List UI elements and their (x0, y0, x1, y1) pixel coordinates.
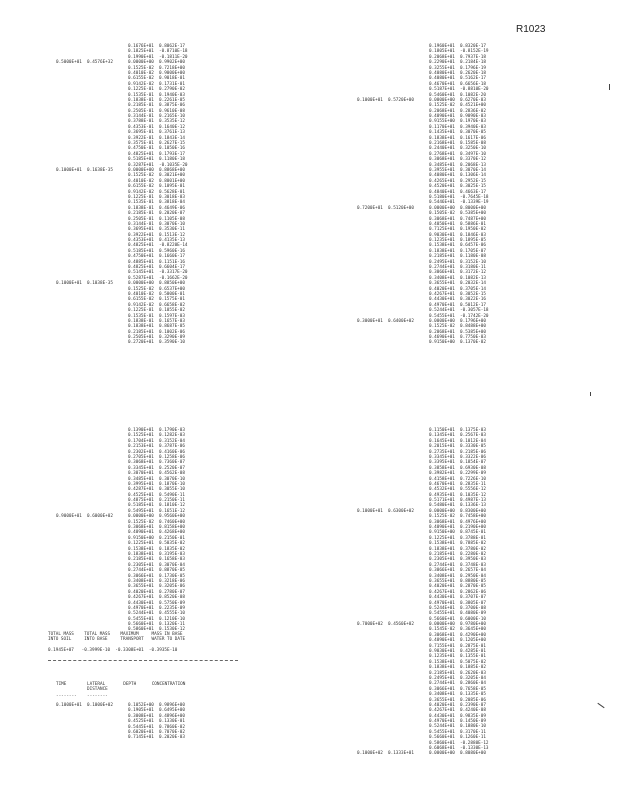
upper-right-value: 0.3066E+01 0.3172E-12 (429, 270, 486, 276)
lower-right-value: 0.1150E+01 0.1375E-03 (429, 428, 486, 433)
upper-left-value: 0.5287E+01 -0.1662E-20 (128, 275, 188, 281)
lower-left-value: 0.3066E+01 0.1730E-05 (128, 573, 185, 579)
upper-right-value: 0.3068E+01 0.7487E+00 (429, 216, 486, 222)
lower-right-value: 0.3068E+01 0.4976E+00 (429, 519, 486, 525)
upper-left-value: 0.4825E+01 0.1793E-17 (128, 151, 185, 157)
upper-left-value: 0.1535E-01 0.1940E-03 (128, 92, 185, 98)
upper-left-key: 0.5000E+01 0.4576E+32 (56, 60, 113, 66)
lower-left-value: 0.1525E+01 0.1282E-03 (128, 433, 185, 439)
upper-right-value: 0.9030E+01 0.1846E-03 (429, 232, 486, 238)
upper-left-value: 0.4750E-01 0.1050E-16 (128, 146, 185, 152)
lower-right-value: 0.2305E+01 0.3950E-03 (429, 557, 486, 563)
lower-right-value: 0.3982E+01 0.2299E-09 (429, 471, 486, 477)
upper-left-value: 0.0000E+00 0.9902E+00 (128, 60, 185, 66)
lower-right-value: 0.4020E+01 0.2390E-07 (429, 702, 486, 708)
lower-right-value: 0.7155E+01 0.2875E-01 (429, 643, 486, 649)
upper-left-value: 0.3695E-01 0.3761E-13 (128, 130, 185, 136)
lower-right-value: 0.0000E+00 0.8300E+00 (429, 508, 486, 514)
lower-right-value: 0.4935E+01 0.1035E-12 (429, 492, 486, 498)
lower-left-value: 0.1390E+01 0.1790E-03 (128, 428, 185, 433)
lower-left-value: 0.4287E+01 0.3055E-10 (128, 487, 185, 493)
lower-left-value: 0.4267E+01 0.8520E-08 (128, 595, 185, 601)
upper-left-value: 0.2185E-01 0.2020E-07 (128, 211, 185, 217)
upper-right-value: 0.4050E+01 0.5886E-01 (429, 221, 486, 227)
lower-left-value: 0.0000E+00 0.9560E+00 (128, 514, 185, 520)
upper-right-value: 0.0000E+00 0.6270E-03 (429, 97, 486, 103)
lower-right-value: 0.1538E+01 0.7885E-02 (429, 541, 486, 547)
lower-left-value: 0.4020E+01 0.2780E-07 (128, 589, 185, 595)
scan-mark (609, 84, 610, 90)
lower-right-value: 0.4158E+01 0.7226E-10 (429, 476, 486, 482)
lower-right-value: 0.3655E+01 0.8880E-05 (429, 578, 486, 584)
lower-right-value: 0.0000E+00 0.8080E+00 (429, 751, 486, 757)
upper-right-key: 0.7200E+01 0.5120E+00 (357, 205, 414, 211)
upper-right-key: 0.1000E+01 0.5720E+00 (357, 97, 414, 103)
upper-left-value: 0.0000E+00 0.8868E+00 (128, 167, 185, 173)
upper-right-value: 0.2068E+01 0.5385E+00 (429, 329, 486, 335)
lower-right-value: 0.4430E+01 0.3707E-07 (429, 595, 486, 601)
lower-right-key: 0.7000E+02 0.4560E+02 (357, 622, 414, 628)
lower-left-value: 0.3408E+01 0.3218E-06 (128, 578, 185, 584)
upper-right-value: 0.7125E+01 0.1950E-02 (429, 227, 486, 233)
upper-right-value: 0.3485E+01 0.2068E-13 (429, 162, 486, 168)
upper-left-value: 0.3144E-01 0.2165E-10 (128, 114, 185, 120)
upper-left-value: 0.4010E-02 0.8001E+00 (128, 178, 185, 184)
upper-right-value: 0.4430E+01 0.3022E-16 (429, 297, 486, 303)
lower-right-value: 0.4670E+01 0.2835E-11 (429, 481, 486, 487)
lower-left-value: 0.2153E+01 0.3787E-06 (128, 444, 185, 450)
table-row (56, 735, 185, 740)
lower-right-value: 0.0000E+00 0.9780E+00 (429, 622, 486, 628)
lower-right-value: 0.5244E+01 0.3700E-08 (429, 605, 486, 611)
upper-left-value: 0.1225E-01 0.1055E-02 (128, 308, 185, 314)
concentration-key: 0.1000E+01 0.1000E+02 (56, 703, 113, 708)
upper-right-value: 0.5187E+01 -0.8810E-20 (429, 87, 489, 93)
lower-right-value: 0.4090E+01 0.2190E+00 (429, 525, 486, 531)
upper-right-value: 0.5446E+01 -0.1339E-19 (429, 200, 489, 206)
lower-left-value: 0.3068E+01 0.8158E+00 (128, 525, 185, 531)
lower-right-value: 0.4970E+01 0.3805E-07 (429, 600, 486, 606)
lower-right-value: 0.5660E+01 0.6000E-10 (429, 616, 486, 622)
lower-right-value: 0.4532E+01 0.5556E-12 (429, 487, 486, 493)
lower-left-value: 0.2705E+01 0.1258E-06 (128, 454, 185, 460)
lower-right-value: 0.5480E+01 0.1336E-13 (429, 503, 486, 509)
concentration-value: 0.5445E+01 0.7860E-02 (128, 724, 185, 730)
lower-left-value: 0.3995E+01 0.1870E-10 (128, 481, 185, 487)
lower-left-value: 0.9150E+00 0.2150E-01 (128, 535, 185, 541)
upper-right-value: 0.1435E+01 0.3070E-05 (429, 130, 486, 136)
lower-right-value: 0.2185E+01 0.2280E-02 (429, 551, 486, 557)
lower-right-value: 0.4970E+01 0.1450E-09 (429, 719, 486, 725)
concentration-value: 0.4525E+01 0.1330E-01 (128, 719, 185, 725)
lower-left-value: 0.1525E-02 0.7460E+00 (128, 519, 185, 525)
upper-right-value: 0.2495E+01 0.3152E-10 (429, 259, 486, 265)
upper-right-value: 0.1805E+01 -0.8152E-19 (429, 49, 489, 55)
lower-right-value: 0.1838E+01 0.3780E-02 (429, 546, 486, 552)
upper-left-value: 0.1825E+01 -0.8710E-18 (128, 49, 188, 55)
upper-right-value: 0.2768E+01 0.3497E-10 (429, 151, 486, 157)
table-row (56, 340, 188, 345)
upper-right-value: 0.1960E+01 0.8320E-17 (429, 44, 486, 49)
lower-left-value: 0.4430E+01 0.5750E-09 (128, 600, 185, 606)
summary-header-1: TOTAL MASS TOTAL MASS MAXIMUM MASS IN BASE (48, 632, 183, 637)
upper-left-value: 0.2720E+01 0.3590E-10 (128, 340, 185, 346)
upper-left-value: 0.3788E-01 0.3535E-12 (128, 119, 185, 125)
upper-right-value: 0.2290E+01 0.2184E-18 (429, 60, 486, 66)
upper-left-value: 0.3922E-01 0.1843E-14 (128, 135, 185, 141)
upper-right-value: 0.3408E+01 0.1082E-13 (429, 275, 486, 281)
concentration-value: 0.6020E+01 0.7070E-02 (128, 729, 185, 735)
lower-right-value: 0.5455E+01 0.4080E-09 (429, 611, 486, 617)
lower-left-value: 0.5185E+01 0.1810E-12 (128, 503, 185, 509)
lower-right-value: 0.6068E+01 -0.1330E-13 (429, 746, 489, 752)
upper-right-value: 0.1235E+01 0.1895E-05 (429, 238, 486, 244)
upper-left-value: 0.1838E-01 0.1657E-03 (128, 318, 185, 324)
upper-right-value: 0.4090E+01 0.9090E-03 (429, 114, 486, 120)
upper-left-value: 0.4825E+01 0.6604E-17 (128, 265, 185, 271)
lower-right-value: 0.2735E+01 0.2185E-06 (429, 449, 486, 455)
upper-right-value: 0.1505E-02 0.5385E+00 (429, 211, 486, 217)
lower-right-value: 0.3408E+01 0.2950E-04 (429, 573, 486, 579)
upper-right-value: 0.1838E+01 0.1705E-07 (429, 248, 486, 254)
concentration-value: 0.1905E+01 0.6495E+00 (128, 708, 185, 714)
lower-right-key: 0.1000E+01 0.6300E+02 (357, 508, 414, 514)
upper-left-value: 0.5185E+01 0.1180E-18 (128, 157, 185, 163)
upper-right-value: 0.2744E+01 0.3180E-11 (429, 265, 486, 271)
lower-right-value: 0.2015E+01 0.3330E-05 (429, 444, 486, 450)
upper-left-value: 0.4825E+01 -0.8220E-14 (128, 243, 188, 249)
upper-left-key: 0.1000E+01 0.1038E-35 (56, 281, 113, 287)
lower-left-value: 0.5660E+01 0.1320E-11 (128, 622, 185, 628)
lower-right-value: 0.5171E+01 0.4987E-13 (429, 498, 486, 504)
lower-left-value: 0.2185E+01 0.1658E-03 (128, 557, 185, 563)
upper-right-value: 0.2185E+01 0.1180E-08 (429, 254, 486, 260)
lower-right-key: 0.1000E+02 0.1333E+01 (357, 751, 414, 757)
concentration-table (56, 703, 185, 741)
concentration-value: 0.7145E+01 0.2020E-03 (128, 735, 185, 741)
upper-right-value: 0.9150E+00 0.1370E-02 (429, 340, 486, 346)
lower-right-value: 0.3858E+01 0.6930E-08 (429, 465, 486, 471)
lower-right-value: 0.3395E+01 0.1854E-07 (429, 460, 486, 466)
lower-right-value: 0.3066E+01 0.7658E-05 (429, 686, 486, 692)
upper-right-value: 0.4690E+01 0.7750E-03 (429, 335, 486, 341)
upper-right-value: 0.3955E+01 0.3070E-14 (429, 167, 486, 173)
upper-right-value: 0.2068E+01 0.7937E-18 (429, 54, 486, 60)
upper-right-value: 0.4670E+01 0.6656E-18 (429, 81, 486, 87)
upper-left-value: 0.1535E-01 0.1597E-03 (128, 313, 185, 319)
lower-right-value: 0.3655E+01 0.2085E-06 (429, 697, 486, 703)
lower-right-value: 0.5660E+01 0.1260E-11 (429, 735, 486, 741)
upper-left-value: 0.6155E-02 0.1095E-01 (128, 184, 185, 190)
upper-right-value: 0.2068E+01 0.2836E-02 (429, 108, 486, 114)
lower-right-value: 0.1525E-02 0.7458E+00 (429, 514, 486, 520)
lower-right-value: 0.5860E+01 -0.2880E-12 (429, 740, 489, 746)
lower-right-value: 0.1225E+01 0.3788E-01 (429, 535, 486, 541)
concentration-value: 0.1052E+00 0.9896E+00 (128, 703, 185, 708)
upper-left-value: 0.4353E-01 0.1640E-12 (128, 124, 185, 130)
upper-left-value: 0.1525E-02 0.6537E+00 (128, 286, 185, 292)
upper-left-value: 0.1838E-01 0.2261E-05 (128, 97, 185, 103)
lower-right-value: 0.4020E+01 0.2870E-05 (429, 584, 486, 590)
page-id-label: R1023 (516, 24, 546, 35)
lower-right-value: 0.2744E+01 0.2860E-04 (429, 681, 486, 687)
lower-left-value: 0.4875E+01 0.2150E-11 (128, 498, 185, 504)
concentration-value: 0.3008E+01 0.4896E+00 (128, 713, 185, 719)
upper-right-value: 0.4840E+01 0.4663E-17 (429, 189, 486, 195)
upper-left-value: 0.6155E-02 0.9018E-01 (128, 76, 185, 82)
upper-right-value: 0.1525E-02 0.8488E+00 (429, 324, 486, 330)
lower-left-value: 0.5495E+01 0.1651E-12 (128, 508, 185, 514)
lower-right-value: 0.9150E+00 0.8745E-01 (429, 530, 486, 536)
lower-left-value: 0.5860E+01 0.1530E-12 (128, 627, 185, 633)
upper-left-value: 0.3695E+01 0.3530E-11 (128, 227, 185, 233)
lower-left-value: 0.4970E+01 0.2235E-09 (128, 605, 185, 611)
upper-right-value: 0.4080E+01 0.5162E-17 (429, 76, 486, 82)
upper-right-value: 0.2168E+01 0.1585E-08 (429, 141, 486, 147)
upper-left-value: 0.1838E+01 0.8687E-05 (128, 324, 185, 330)
lower-left-value: 0.1225E+01 0.5035E-02 (128, 541, 185, 547)
upper-left-value: 0.1535E-01 0.3818E-04 (128, 200, 185, 206)
upper-left-value: 0.4750E+01 0.1660E-17 (128, 254, 185, 260)
upper-left-table (56, 44, 188, 346)
lower-right-value: 0.3408E+01 0.1335E-05 (429, 692, 486, 698)
lower-right-value: 0.2495E+01 0.3205E-04 (429, 675, 486, 681)
lower-right-value: 0.2185E+01 0.2620E-03 (429, 670, 486, 676)
lower-left-table (56, 428, 185, 633)
lower-left-value: 0.2744E+01 0.8870E-05 (128, 568, 185, 574)
upper-left-value: 0.2505E+01 0.3290E-09 (128, 335, 185, 341)
lower-left-value: 0.1704E+01 0.3152E-04 (128, 438, 185, 444)
upper-left-value: 0.0000E+00 0.8850E+00 (128, 281, 185, 287)
upper-left-value: 0.9142E-02 0.6658E-02 (128, 302, 185, 308)
upper-left-value: 0.3922E+01 0.1513E-12 (128, 232, 185, 238)
lower-right-value: 0.3345E+01 0.3322E-06 (429, 454, 486, 460)
upper-left-value: 0.3287E+01 -0.1035E-20 (128, 162, 188, 168)
upper-left-value: 0.1525E-02 0.3021E+00 (128, 173, 185, 179)
upper-left-value: 0.4885E+01 0.1151E-16 (128, 259, 185, 265)
upper-left-value: 0.4010E-02 0.5000E-01 (128, 291, 185, 297)
upper-left-value: 0.1225E-01 0.2790E-02 (128, 87, 185, 93)
lower-right-value: 0.4430E+01 0.9835E-09 (429, 713, 486, 719)
summary-values: 0.1945E+07 -0.3999E-10 -0.3308E+01 -0.3935E-10 (48, 648, 178, 653)
upper-left-value: 0.3144E-01 0.3070E-10 (128, 221, 185, 227)
upper-right-value: 0.4265E+01 0.2952E-15 (429, 178, 486, 184)
upper-right-value: 0.0000E+00 0.1796E+00 (429, 318, 486, 324)
upper-left-value: 0.2505E-01 0.9610E-08 (128, 108, 185, 114)
upper-left-value: 0.4010E-02 0.9000E+00 (128, 70, 185, 76)
upper-left-key: 0.1000E+01 0.1638E-35 (56, 167, 113, 173)
upper-right-value: 0.4020E+01 0.3705E-14 (429, 286, 486, 292)
upper-left-value: 0.1525E-02 0.7218E+00 (128, 65, 185, 71)
upper-left-value: 0.2185E+01 0.1002E-06 (128, 329, 185, 335)
upper-right-value: 0.2440E+01 0.3250E-10 (429, 146, 486, 152)
lower-right-value: 0.4090E+01 0.1205E+00 (429, 638, 486, 644)
upper-left-value: 0.3575E-01 0.2627E-15 (128, 141, 185, 147)
upper-right-value: 0.5244E+01 -0.3057E-18 (429, 308, 489, 314)
upper-right-value: 0.5455E+01 -0.1742E-20 (429, 313, 489, 319)
lower-right-value: 0.3068E+01 0.4290E+00 (429, 632, 486, 638)
upper-right-value: 0.1838E+01 0.1617E-06 (429, 135, 486, 141)
lower-right-value: 0.1645E+01 0.1012E-04 (429, 438, 486, 444)
scan-mark (590, 392, 591, 396)
upper-right-value: 0.4080E+01 0.1306E-14 (429, 173, 486, 179)
summary-header-2: INTO SOIL INTO BASE TRANSPORT WATER TO DATE (48, 637, 186, 642)
lower-right-value: 0.2744E+01 0.3748E-03 (429, 562, 486, 568)
lower-left-value: 0.1838E+01 0.3195E-03 (128, 551, 185, 557)
lower-right-table (357, 428, 489, 757)
conc-header-1: TIME LATERAL DEPTH CONCENTRATION (56, 682, 186, 687)
upper-left-value: 0.5145E+01 -0.3317E-20 (128, 270, 188, 276)
upper-left-value: 0.1990E+01 -0.1811E-20 (128, 54, 188, 60)
lower-left-value: 0.1538E+01 0.1835E-02 (128, 546, 185, 552)
lower-right-value: 0.1545E-02 0.3645E+00 (429, 627, 486, 633)
upper-left-value: 0.6155E-02 0.1575E-01 (128, 297, 185, 303)
lower-right-value: 0.3066E+01 0.2657E-04 (429, 568, 486, 574)
conc-header-2: DISTANCE (56, 687, 108, 692)
lower-right-value: 0.4267E+01 0.2862E-06 (429, 589, 486, 595)
upper-left-value: 0.1225E-01 0.3018E-03 (128, 194, 185, 200)
lower-left-value: 0.3345E+01 0.2520E-07 (128, 465, 185, 471)
scan-mark (597, 703, 604, 708)
upper-left-value: 0.1676E+01 0.8062E-17 (128, 44, 185, 49)
upper-left-value: 0.9142E-02 0.5628E-01 (128, 189, 185, 195)
upper-left-value: 0.2505E-01 0.1105E-08 (128, 216, 185, 222)
lower-right-value: 0.5244E+01 0.1880E-10 (429, 724, 486, 730)
table-row (357, 340, 489, 345)
upper-right-value: 0.5460E+01 0.1082E-20 (429, 92, 486, 98)
upper-right-value: 0.3655E+01 0.2032E-14 (429, 281, 486, 287)
lower-left-value: 0.5244E+01 0.4555E-10 (128, 611, 185, 617)
lower-right-value: 0.5455E+01 0.3170E-11 (429, 729, 486, 735)
upper-right-value: 0.1538E+01 0.6457E-06 (429, 243, 486, 249)
upper-left-value: 0.1838E-01 0.4649E-06 (128, 205, 185, 211)
lower-left-value: 0.3655E+01 0.3205E-06 (128, 584, 185, 590)
lower-right-value: 0.1345E+01 0.2567E-03 (429, 433, 486, 439)
upper-right-value: 0.4520E+01 0.3025E-15 (429, 184, 486, 190)
conc-underline: -------- -------- (56, 694, 108, 699)
lower-left-value: 0.3070E+01 0.4562E-08 (128, 471, 185, 477)
lower-left-value: 0.3068E+01 0.7360E-07 (128, 460, 185, 466)
upper-right-value: 0.4970E+01 0.5012E-17 (429, 302, 486, 308)
table-row (357, 751, 489, 756)
lower-left-value: 0.2305E+01 0.3070E-04 (128, 562, 185, 568)
upper-left-value: 0.5185E+01 0.5960E-16 (128, 248, 185, 254)
upper-right-value: 0.4080E+01 0.2620E-18 (429, 70, 486, 76)
upper-right-value: 0.0000E+00 0.8000E+00 (429, 205, 486, 211)
lower-left-value: 0.5455E+01 0.1210E-10 (128, 616, 185, 622)
upper-left-value: 0.9142E-02 0.1731E-01 (128, 81, 185, 87)
lower-left-value: 0.3485E+01 0.3070E-10 (128, 476, 185, 482)
upper-right-value: 0.1525E-02 0.4521E+00 (429, 103, 486, 109)
lower-right-value: 0.1538E+01 0.5075E-02 (429, 659, 486, 665)
lower-right-value: 0.9030E+01 0.4285E-01 (429, 649, 486, 655)
lower-left-value: 0.4090E+01 0.4268E+00 (128, 530, 185, 536)
upper-left-value: 0.4353E+01 0.4135E-13 (128, 238, 185, 244)
lower-left-value: 0.4525E+01 0.5490E-11 (128, 492, 185, 498)
lower-left-value: 0.2302E+01 0.4160E-06 (128, 449, 185, 455)
lower-right-value: 0.4267E+01 0.4240E-08 (429, 708, 486, 714)
summary-divider (48, 660, 238, 661)
upper-left-value: 0.2185E-01 0.3875E-06 (128, 103, 185, 109)
lower-right-value: 0.1838E+01 0.1885E-02 (429, 665, 486, 671)
lower-left-key: 0.9000E+01 0.6000E+02 (56, 514, 113, 520)
upper-right-value: 0.4267E+01 0.3052E-15 (429, 291, 486, 297)
upper-right-key: 0.3000E+01 0.6400E+02 (357, 318, 414, 324)
upper-right-value: 0.1170E+01 0.3940E-03 (429, 124, 486, 130)
upper-right-table (357, 44, 489, 346)
upper-right-value: 0.5180E+01 -0.7645E-18 (429, 194, 489, 200)
upper-right-value: 0.9155E+00 0.1970E-03 (429, 119, 486, 125)
upper-right-value: 0.3068E+01 0.3370E-12 (429, 157, 486, 163)
upper-right-value: 0.3255E+01 0.1796E-19 (429, 65, 486, 71)
lower-right-value: 0.1235E+01 0.1355E-01 (429, 654, 486, 660)
